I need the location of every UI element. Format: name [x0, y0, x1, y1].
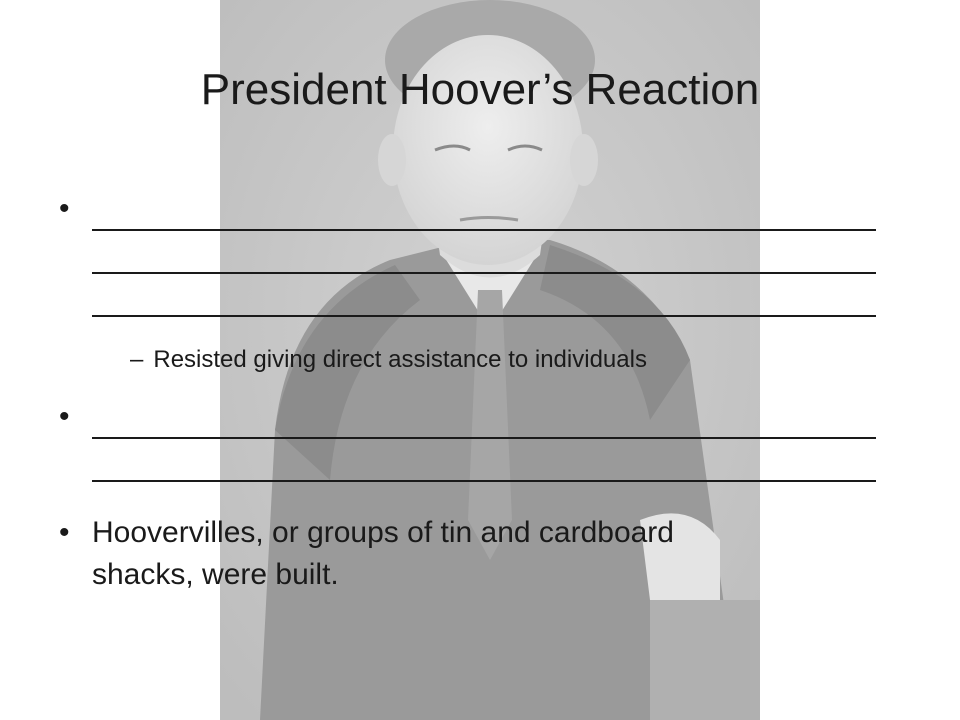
blank-line: [92, 231, 876, 274]
blank-line: [92, 188, 876, 231]
bullet-text-line-2: shacks, were built.: [92, 558, 339, 591]
sub-bullet-item: [130, 344, 890, 376]
bullet-item-1: [59, 188, 892, 317]
bullet-symbol: •: [59, 400, 70, 433]
slide-title: President Hoover’s Reaction: [200, 65, 760, 114]
bullet-symbol: •: [59, 516, 70, 549]
bullet-text-line-1: Hoovervilles, or groups of tin and cardboard: [92, 516, 674, 549]
bullet-item-2: [59, 396, 892, 482]
blank-line: [92, 439, 876, 482]
sub-bullet-text: Resisted giving direct assistance to individuals: [153, 346, 647, 373]
bullet-item-3: [59, 512, 892, 596]
blank-line: [92, 396, 876, 439]
bullet-symbol: •: [59, 192, 70, 225]
sub-bullet-symbol: –: [130, 346, 144, 373]
blank-line: [92, 274, 876, 317]
